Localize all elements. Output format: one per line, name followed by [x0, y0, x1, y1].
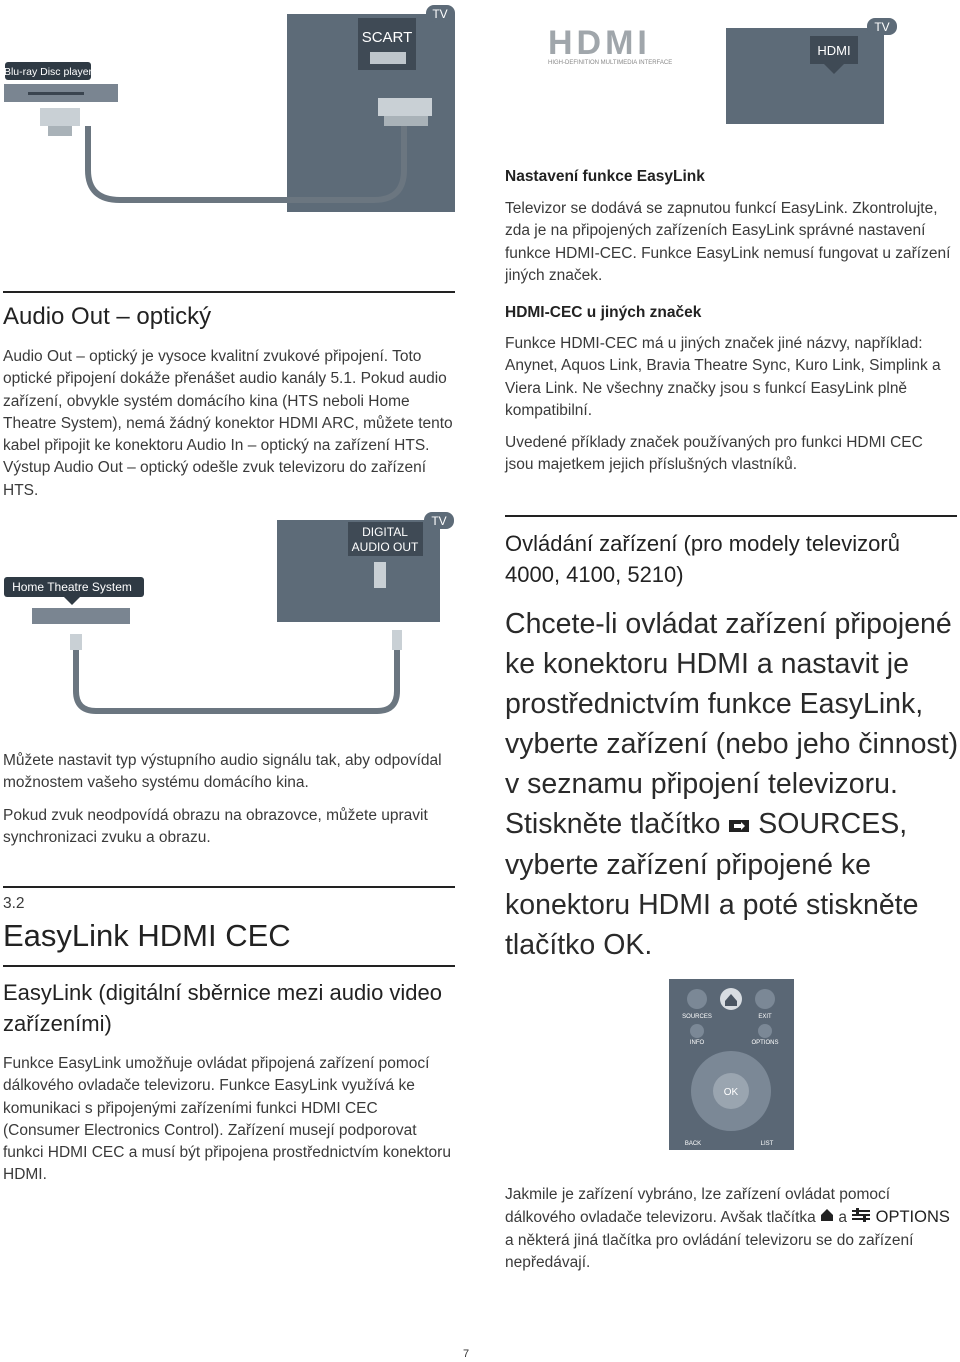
hts-label: Home Theatre System	[12, 580, 132, 594]
remote-sources-label: SOURCES	[682, 1014, 712, 1020]
remote-info-label: INFO	[689, 1040, 705, 1046]
scart-connection-figure	[0, 0, 470, 240]
sync-paragraph: Pokud zvuk neodpovídá obrazu na obrazovce, můžete upravit synchronizaci zvuku a obrazu.	[3, 807, 428, 847]
device-control-lead	[505, 604, 960, 965]
lead-text-before: Chcete-li ovládat zařízení připojené ke konektoru HDMI a nastavit je prostřednictvím funkce EasyLink, vyberte zařízení (nebo jeho činnost) v seznamu připojení televizoru. Stiskněte tlačítko	[505, 608, 959, 840]
sources-icon	[728, 805, 750, 845]
audio-out-port-label: AUDIO OUT	[351, 540, 419, 554]
other-brands-heading: HDMI-CEC u jiných značek	[505, 304, 702, 321]
remote-exit-label: EXIT	[758, 1014, 772, 1020]
scart-port-label: SCART	[361, 29, 413, 46]
optical-connection-figure	[0, 506, 470, 732]
tv-badge: TV	[431, 514, 447, 528]
tv-badge: TV	[874, 20, 890, 34]
remote-back-label: BACK	[684, 1141, 702, 1147]
audio-out-optical-heading: Audio Out – optický	[3, 303, 212, 330]
section-number: 3.2	[3, 895, 25, 912]
hdmi-logo: HDMI	[548, 24, 651, 62]
home-icon	[820, 1207, 834, 1229]
note-and: a	[838, 1209, 848, 1227]
device-control-heading: Ovládání zařízení (pro modely televizorů 4000, 4100, 5210)	[505, 531, 900, 587]
tv-badge: TV	[432, 7, 448, 21]
trademarks-paragraph: Uvedené příklady značek používaných pro funkci HDMI CEC jsou majetkem jejich příslušných vlastníků.	[505, 434, 923, 474]
easylink-paragraph: Funkce EasyLink umožňuje ovládat připojená zařízení pomocí dálkového ovladače televizoru. Funkce EasyLink využívá ke komunikaci s připojenými zařízeními funkci HDMI CEC (Consumer Electronics Control). Zařízení musejí podporovat funkci HDMI CEC a musí být připojena prostřednictvím konektoru HDMI.	[3, 1055, 451, 1184]
divider	[3, 291, 455, 293]
digital-port-label: DIGITAL	[362, 525, 408, 539]
divider	[505, 515, 957, 517]
divider	[3, 965, 455, 967]
remote-ok-label: OK	[723, 1087, 739, 1098]
note-text-after: a některá jiná tlačítka pro ovládání televizoru se do zařízení nepředávají.	[505, 1231, 914, 1271]
hdmi-port-label: HDMI	[817, 43, 851, 58]
page-number: 7	[463, 1348, 470, 1360]
hdmi-logo-subtext: HIGH-DEFINITION MULTIMEDIA INTERFACE	[548, 60, 673, 66]
audio-out-paragraph: Audio Out – optický je vysoce kvalitní zvukové připojení. Toto optické připojení dokáže přenášet audio kanály 5.1. Pokud audio zařízení, obvykle systém domácího kina (HTS neboli Home Theatre System), nemá žádný konektor HDMI ARC, můžete tento kabel připojit ke konektoru Audio In – optický na zařízení HTS. Výstup Audio Out – optický odešle zvuk televizoru do zařízení HTS.	[3, 348, 453, 499]
other-brands-paragraph: Funkce HDMI-CEC má u jiných značek jiné názvy, například: Anynet, Aquos Link, Bravia Theatre Sync, Kuro Link, Simplink a Viera Link. Ne všechny značky jsou s funkcí EasyLink plně kompatibilní.	[505, 335, 941, 419]
lead-text-after: vyberte zařízení připojené ke konektoru HDMI a poté stiskněte tlačítko OK.	[505, 849, 919, 962]
device-control-note	[505, 1184, 957, 1274]
remote-options-label: OPTIONS	[751, 1040, 779, 1046]
easylink-setup-heading: Nastavení funkce EasyLink	[505, 168, 705, 185]
remote-control-figure	[669, 979, 794, 1150]
divider	[3, 886, 455, 888]
easylink-heading: EasyLink (digitální sběrnice mezi audio video zařízeními)	[3, 980, 443, 1036]
player-label: Blu-ray Disc player	[3, 66, 93, 78]
remote-list-label: LIST	[760, 1141, 774, 1147]
audio-type-paragraph: Můžete nastavit typ výstupního audio signálu tak, aby odpovídal možnostem vašeho systému domácího kina.	[3, 752, 442, 792]
note-options: OPTIONS	[875, 1208, 950, 1227]
easylink-hdmi-cec-heading: EasyLink HDMI CEC	[3, 918, 291, 953]
note-text-before: Jakmile je zařízení vybráno, lze zařízení ovládat pomocí dálkového ovladače televizoru. Avšak tlačítka	[505, 1186, 891, 1227]
options-icon	[851, 1207, 871, 1229]
lead-sources: SOURCES,	[758, 808, 908, 840]
easylink-setup-paragraph: Televizor se dodává se zapnutou funkcí EasyLink. Zkontrolujte, zda je na připojených zařízeních EasyLink správné nastavení funkce HDMI-CEC. Funkce EasyLink nemusí fungovat u zařízení jiných značek.	[505, 200, 951, 284]
hdmi-connection-figure	[520, 0, 960, 140]
